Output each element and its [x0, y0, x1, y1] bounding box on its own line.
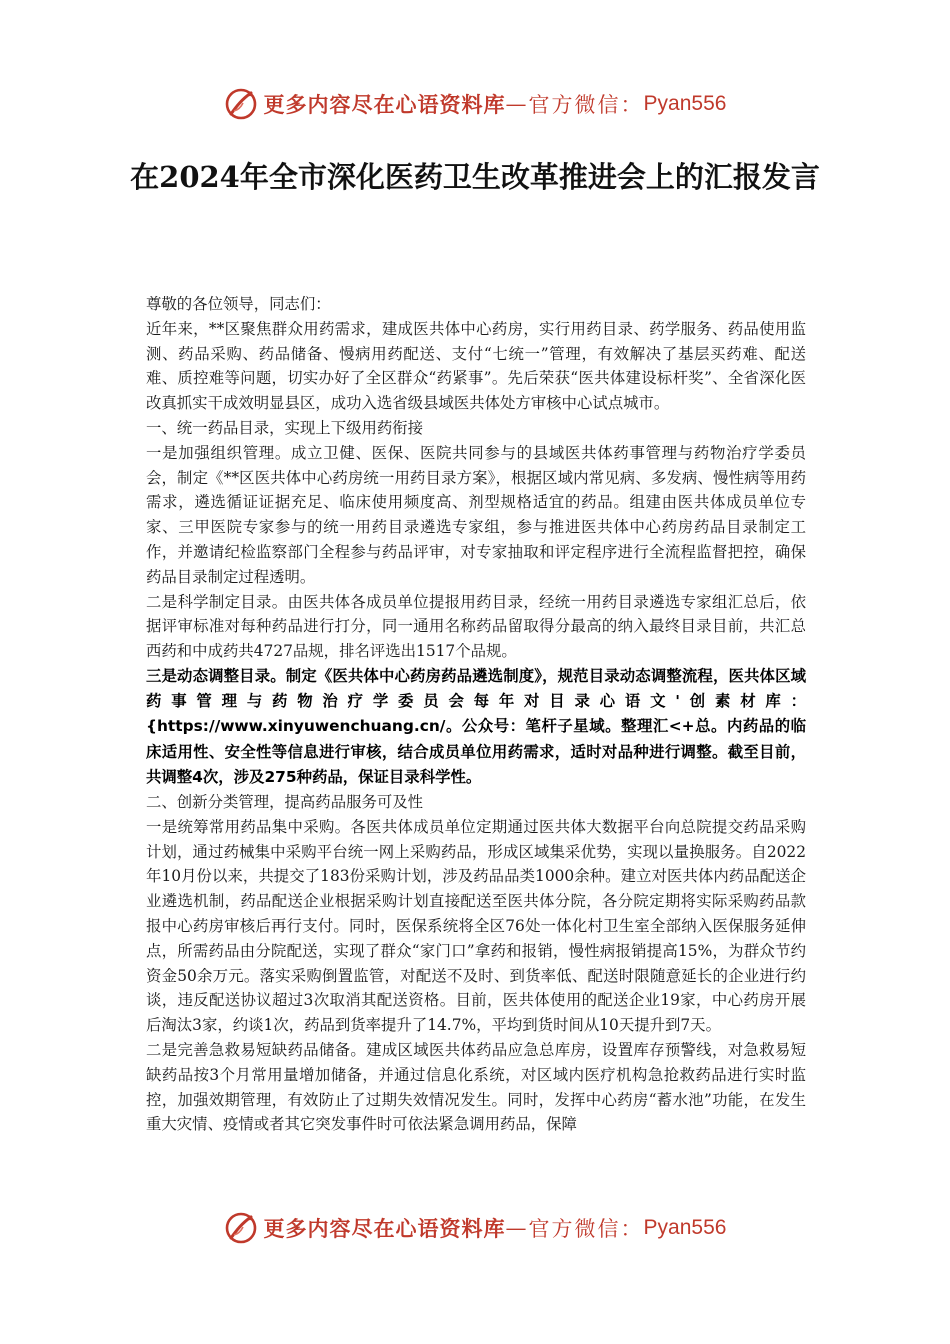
paragraph-1-3: 三是动态调整目录。制定《医共体中心药房药品遴选制度》，规范目录动态调整流程，医共体区域药事管理与药物治疗学委员会每年对目录心语文'创素材库：{https://www.xinyuwenchuang.cn/。公众号：笔杆子星域。整理汇<+总。内药品的临床适用性、安全性等信息进行审核，结合成员单位用药需求，适时对品种进行调整。截至目前，共调整4次，涉及275种药品，保证目录科学性。	[146, 666, 806, 786]
document-body	[146, 292, 806, 1137]
banner-wechat-label: 官方微信：	[528, 93, 644, 117]
brush-logo-icon	[224, 1211, 258, 1245]
banner-main-text: 更多内容尽在心语资料库	[263, 1216, 506, 1241]
salutation: 尊敬的各位领导，同志们：	[146, 295, 331, 313]
banner-wechat-id: Pyan556	[643, 92, 727, 115]
paragraph-2-2: 二是完善急救易短缺药品储备。建成区域医共体药品应急总库房，设置库存预警线，对急救易短缺药品按3个月常用量增加储备，并通过信息化系统，对区域内医疗机构急抢救药品进行实时监控，加强效期管理，有效防止了过期失效情况发生。同时，发挥中心药房“蓄水池”功能，在发生重大灾情、疫情或者其它突发事件时可依法紧急调用药品，保障	[146, 1040, 806, 1134]
paragraph-2-1: 一是统筹常用药品集中采购。各医共体成员单位定期通过医共体大数据平台向总院提交药品采购计划，通过药械集中采购平台统一网上采购药品，形成区域集采优势，实现以量换服务。自2022年10月份以来，共提交了183份采购计划，涉及药品品类1000余种。建立对医共体内药品配送企业遴选机制，药品配送企业根据采购计划直接配送至医共体分院，各分院定期将实际采购药品款报中心药房审核后再行支付。同时，医保系统将全区76处一体化村卫生室全部纳入医保服务延伸点，所需药品由分院配送，实现了群众“家门口”拿药和报销，慢性病报销提高15%，为群众节约资金50余万元。落实采购倒置监管，对配送不及时、到货率低、配送时限随意延长的企业进行约谈，违反配送协议超过3次取消其配送资格。目前，医共体使用的配送企业19家，中心药房开展后淘汰3家，约谈1次，药品到货率提升了14.7%，平均到货时间从10天提升到7天。	[146, 817, 806, 1035]
brush-logo-icon	[224, 87, 258, 121]
section-heading-1: 一、统一药品目录，实现上下级用药衔接	[146, 418, 424, 437]
paragraph-1-1: 一是加强组织管理。成立卫健、医保、医院共同参与的县域医共体药事管理与药物治疗学委员会，制定《**区医共体中心药房统一用药目录方案》，根据区域内常见病、多发病、慢性病等用药需求，遴选循证证据充足、临床使用频度高、剂型规格适宜的药品。组建由医共体成员单位专家、三甲医院专家参与的统一用药目录遴选专家组，参与推进医共体中心药房药品目录制定工作，并邀请纪检监察部门全程参与药品评审，对专家抽取和评定程序进行全流程监督把控，确保药品目录制定过程透明。	[146, 443, 806, 586]
banner-dash: —	[505, 92, 529, 116]
banner-main-text: 更多内容尽在心语资料库	[263, 92, 506, 117]
banner-wechat-id: Pyan556	[643, 1216, 727, 1239]
banner-dash: —	[505, 1216, 529, 1240]
document-title: 在2024年全市深化医药卫生改革推进会上的汇报发言	[130, 160, 820, 194]
section-heading-2: 二、创新分类管理，提高药品服务可及性	[146, 792, 424, 811]
paragraph-intro: 近年来，**区聚焦群众用药需求，建成医共体中心药房，实行用药目录、药学服务、药品使用监测、药品采购、药品储备、慢病用药配送、支付“七统一”管理，有效解决了基层买药难、配送难、质控难等问题，切实办好了全区群众“药紧事”。先后荣获“医共体建设标杆奖”、全省深化医改真抓实干成效明显县区，成功入选省级县域医共体处方审核中心试点城市。	[146, 319, 806, 413]
paragraph-1-2: 二是科学制定目录。由医共体各成员单位提报用药目录，经统一用药目录遴选专家组汇总后，依据评审标准对每种药品进行打分，同一通用名称药品留取得分最高的纳入最终目录目前，共汇总西药和中成药共4727品规，排名评选出1517个品规。	[146, 592, 806, 661]
header-watermark-banner	[0, 84, 950, 124]
banner-wechat-label: 官方微信：	[528, 1217, 644, 1241]
footer-watermark-banner	[0, 1208, 950, 1248]
